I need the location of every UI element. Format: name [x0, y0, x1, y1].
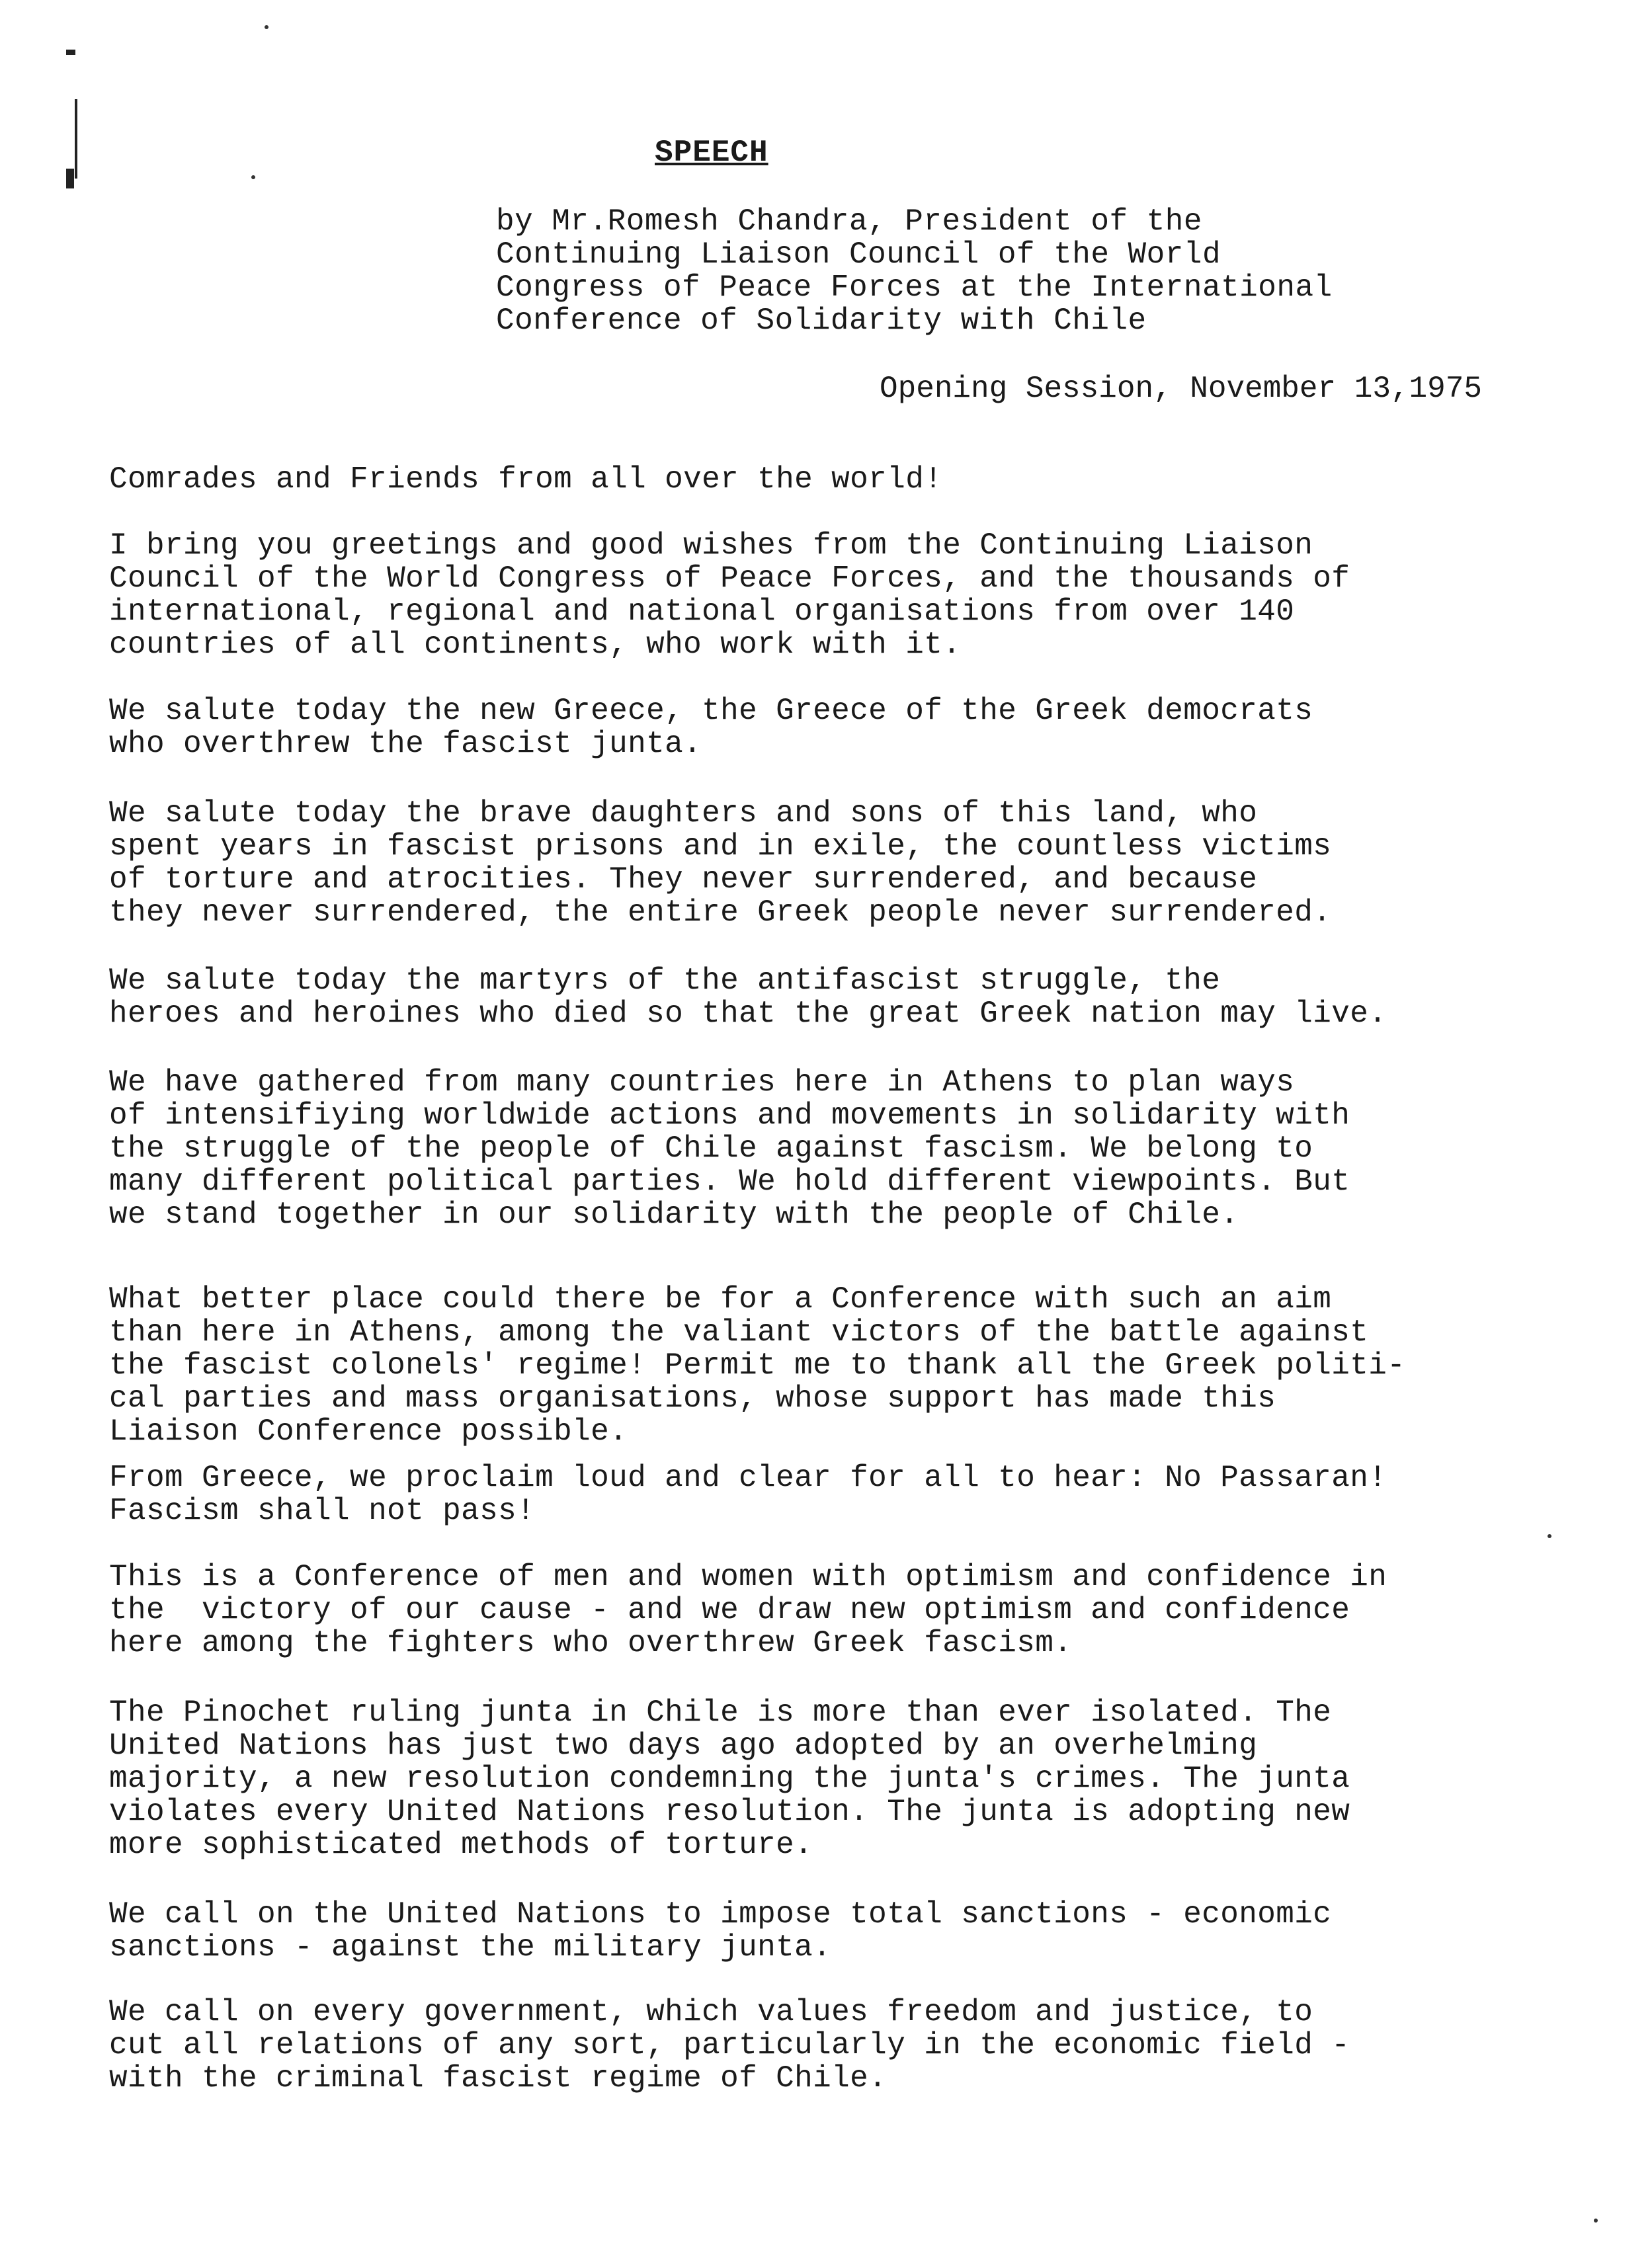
scan-mark-bar: [75, 99, 77, 179]
paragraph: We salute today the brave daughters and sons of this land, who spent years in fascist prisons and in exile, the countless victims of torture and atrocities. They never surrendered, and because they never surrendered, the entire Greek people never surrendered.: [109, 796, 1332, 930]
paragraph-greeting: Comrades and Friends from all over the world!: [109, 462, 943, 497]
session-date: Opening Session, November 13,1975: [880, 372, 1482, 406]
speck: [251, 175, 255, 179]
speck: [1548, 1534, 1551, 1538]
paragraph: We salute today the martyrs of the antifascist struggle, the heroes and heroines who died so that the great Greek nation may live.: [109, 963, 1387, 1031]
paragraph: This is a Conference of men and women with optimism and confidence in the victory of our cause - and we draw new optimism and confidence here among the fighters who overthrew Greek fascism.: [109, 1560, 1387, 1660]
paragraph: From Greece, we proclaim loud and clear for all to hear: No Passaran! Fascism shall not pass!: [109, 1461, 1387, 1528]
page-title: SPEECH: [655, 136, 768, 170]
paragraph: The Pinochet ruling junta in Chile is more than ever isolated. The United Nations has just two days ago adopted by an overhelming majority, a new resolution condemning the junta's crimes. The junta violates every United Nations resolution. The junta is adopting new more sophisticated methods of torture.: [109, 1695, 1350, 1862]
speck: [1594, 2219, 1598, 2223]
paragraph: We call on the United Nations to impose total sanctions - economic sanctions - against the military junta.: [109, 1897, 1332, 1965]
scan-mark-bottom: [66, 169, 74, 188]
paragraph: We call on every government, which values freedom and justice, to cut all relations of any sort, particularly in the economic field - with the criminal fascist regime of Chile.: [109, 1995, 1350, 2096]
paragraph: What better place could there be for a Conference with such an aim than here in Athens, among the valiant victors of the battle against the fascist colonels' regime! Permit me to thank all the Greek politi- cal parties and mass organisations, whose support has made this Liaison Conference possible.: [109, 1282, 1406, 1449]
speaker-byline: by Mr.Romesh Chandra, President of the Continuing Liaison Council of the World Congress of Peace Forces at the International Conference of Solidarity with Chile: [496, 204, 1333, 338]
paragraph: We salute today the new Greece, the Greece of the Greek democrats who overthrew the fascist junta.: [109, 694, 1313, 761]
paragraph: I bring you greetings and good wishes from the Continuing Liaison Council of the World Congress of Peace Forces, and the thousands of international, regional and national organisations from over 140 countries of all continents, who work with it.: [109, 528, 1350, 662]
scan-mark-top: [66, 50, 75, 55]
speck: [265, 25, 268, 29]
paragraph: We have gathered from many countries here in Athens to plan ways of intensifiying worldwide actions and movements in solidarity with the struggle of the people of Chile against fascism. We belong to many different political parties. We hold different viewpoints. But we stand together in our solidarity with the people of Chile.: [109, 1065, 1350, 1232]
